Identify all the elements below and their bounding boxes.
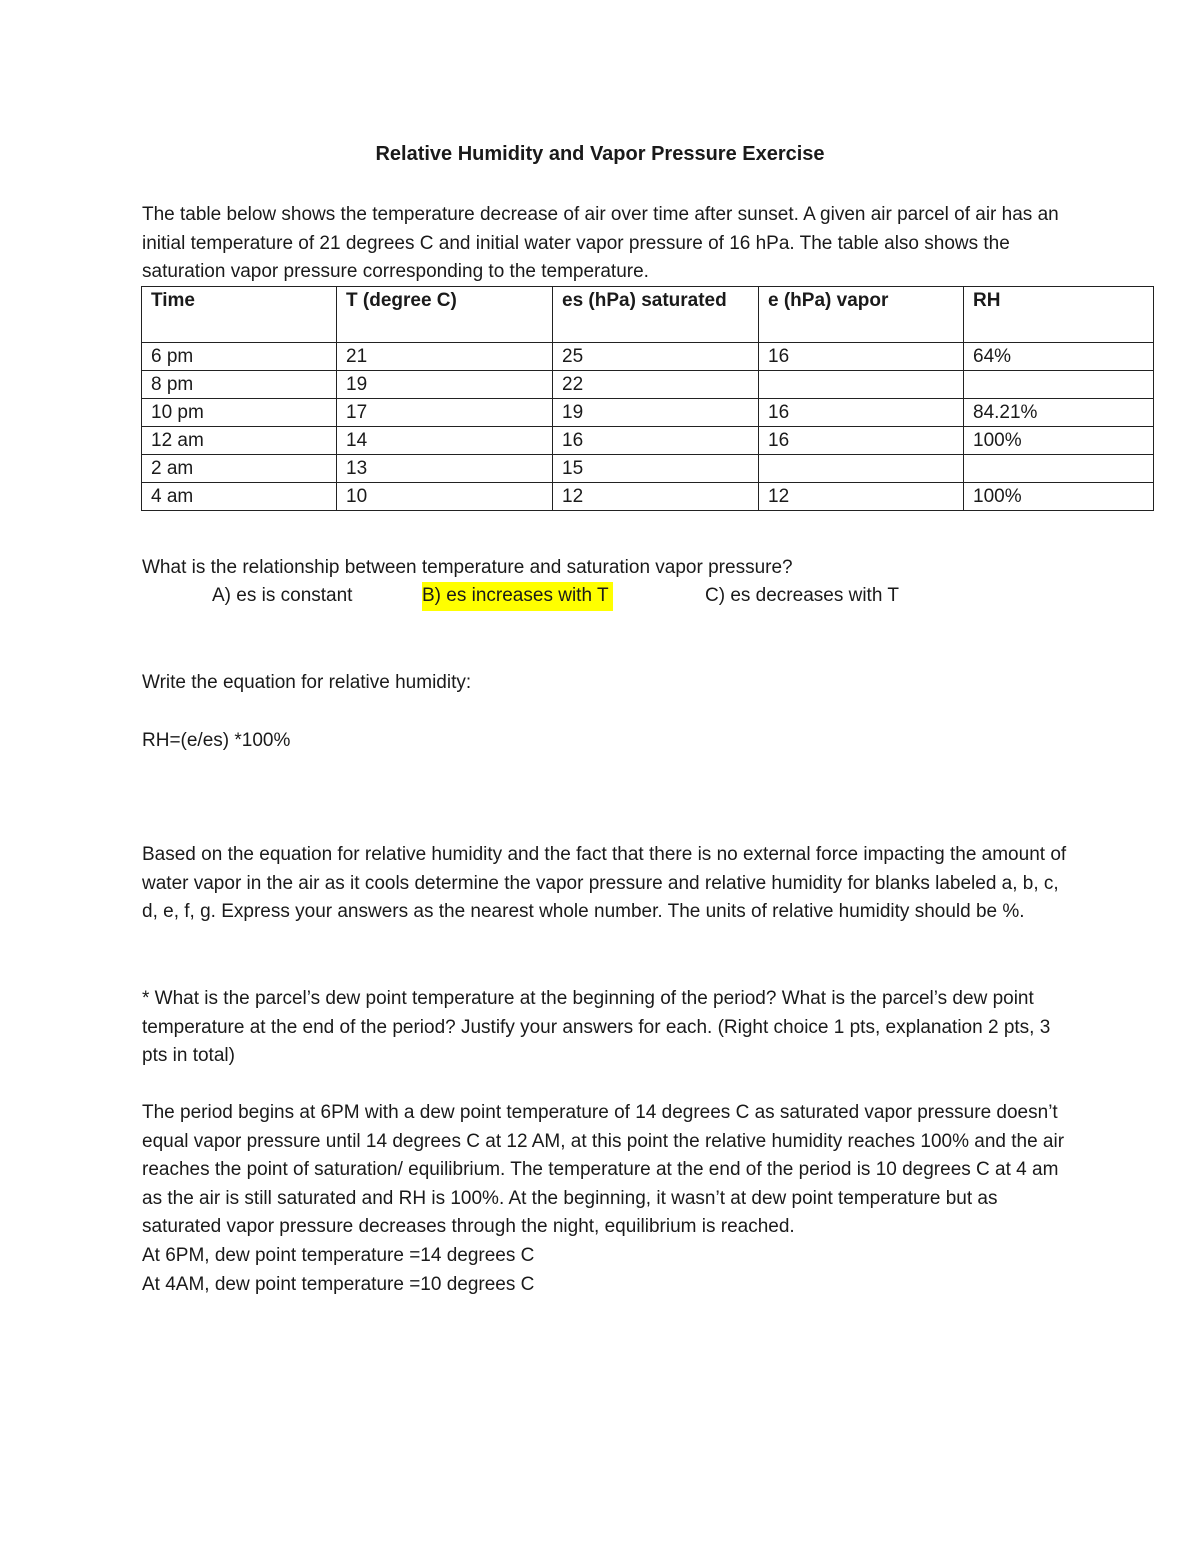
cell-rh: 84.21% [964,399,1154,427]
answer-paragraph: The period begins at 6PM with a dew point temperature of 14 degrees C as saturated vapor pressure doesn’t equal vapor pressure until 14 degrees C at 12 AM, at this point the relative humidity reaches 100% and the air reaches the point of saturation/ equilibrium. The temperature at the end of the period is 10 degrees C at 4 am as the air is still saturated and RH is 100%. At the beginning, it wasn’t at dew point temperature but as saturated vapor pressure decreases through the night, equilibrium is reached. [142,1102,1065,1238]
rh-equation: RH=(e/es) *100% [142,730,291,751]
header-rh: RH [964,287,1154,343]
cell-es: 25 [553,343,759,371]
cell-rh [964,371,1154,399]
cell-e [759,455,964,483]
header-es: es (hPa) saturated [553,287,759,343]
cell-es: 22 [553,371,759,399]
answer-block [142,1099,1072,1299]
table-row [142,371,1154,399]
cell-rh: 100% [964,427,1154,455]
header-time: Time [142,287,337,343]
cell-e: 16 [759,399,964,427]
cell-e [759,371,964,399]
table-row [142,455,1154,483]
table-row [142,427,1154,455]
table-row [142,483,1154,511]
cell-temperature: 13 [337,455,553,483]
cell-rh: 64% [964,343,1154,371]
cell-time: 10 pm [142,399,337,427]
question-dew-point: * What is the parcel’s dew point temperature at the beginning of the period? What is the parcel’s dew point temperature at the end of the period? Justify your answers for each. (Right choice 1 pts, explanation 2 pts, 3 pts in total) [142,988,1051,1067]
answer-choices [0,582,1200,612]
cell-e: 16 [759,343,964,371]
choice-b-highlighted: B) es increases with T [422,582,613,611]
header-temperature: T (degree C) [337,287,553,343]
header-e: e (hPa) vapor [759,287,964,343]
cell-time: 2 am [142,455,337,483]
document-title: Relative Humidity and Vapor Pressure Exercise [375,143,825,165]
cell-es: 19 [553,399,759,427]
cell-temperature: 19 [337,371,553,399]
cell-time: 8 pm [142,371,337,399]
cell-rh [964,455,1154,483]
question-relationship: What is the relationship between temperature and saturation vapor pressure? [142,557,793,578]
cell-e: 16 [759,427,964,455]
cell-temperature: 10 [337,483,553,511]
cell-e: 12 [759,483,964,511]
question-blanks: Based on the equation for relative humidity and the fact that there is no external force impacting the amount of water vapor in the air as it cools determine the vapor pressure and relative humidity for blanks labeled a, b, c, d, e, f, g. Express your answers as the nearest whole number. The units of relative humidity should be %. [142,844,1067,923]
humidity-table [141,286,1154,511]
answer-line-4am: At 4AM, dew point temperature =10 degrees C [142,1273,535,1295]
cell-es: 12 [553,483,759,511]
choice-c: C) es decreases with T [705,585,899,606]
cell-temperature: 21 [337,343,553,371]
cell-rh: 100% [964,483,1154,511]
cell-temperature: 17 [337,399,553,427]
cell-es: 15 [553,455,759,483]
cell-time: 12 am [142,427,337,455]
question-equation: Write the equation for relative humidity: [142,672,472,693]
cell-time: 6 pm [142,343,337,371]
table-row [142,399,1154,427]
cell-time: 4 am [142,483,337,511]
choice-a: A) es is constant [212,585,353,606]
table-header-row [142,287,1154,343]
cell-temperature: 14 [337,427,553,455]
intro-paragraph: The table below shows the temperature decrease of air over time after sunset. A given air parcel of air has an initial temperature of 21 degrees C and initial water vapor pressure of 16 hPa. The table also shows the saturation vapor pressure corresponding to the temperature. [142,204,1059,283]
table-row [142,343,1154,371]
cell-es: 16 [553,427,759,455]
answer-line-6pm: At 6PM, dew point temperature =14 degrees C [142,1244,535,1266]
